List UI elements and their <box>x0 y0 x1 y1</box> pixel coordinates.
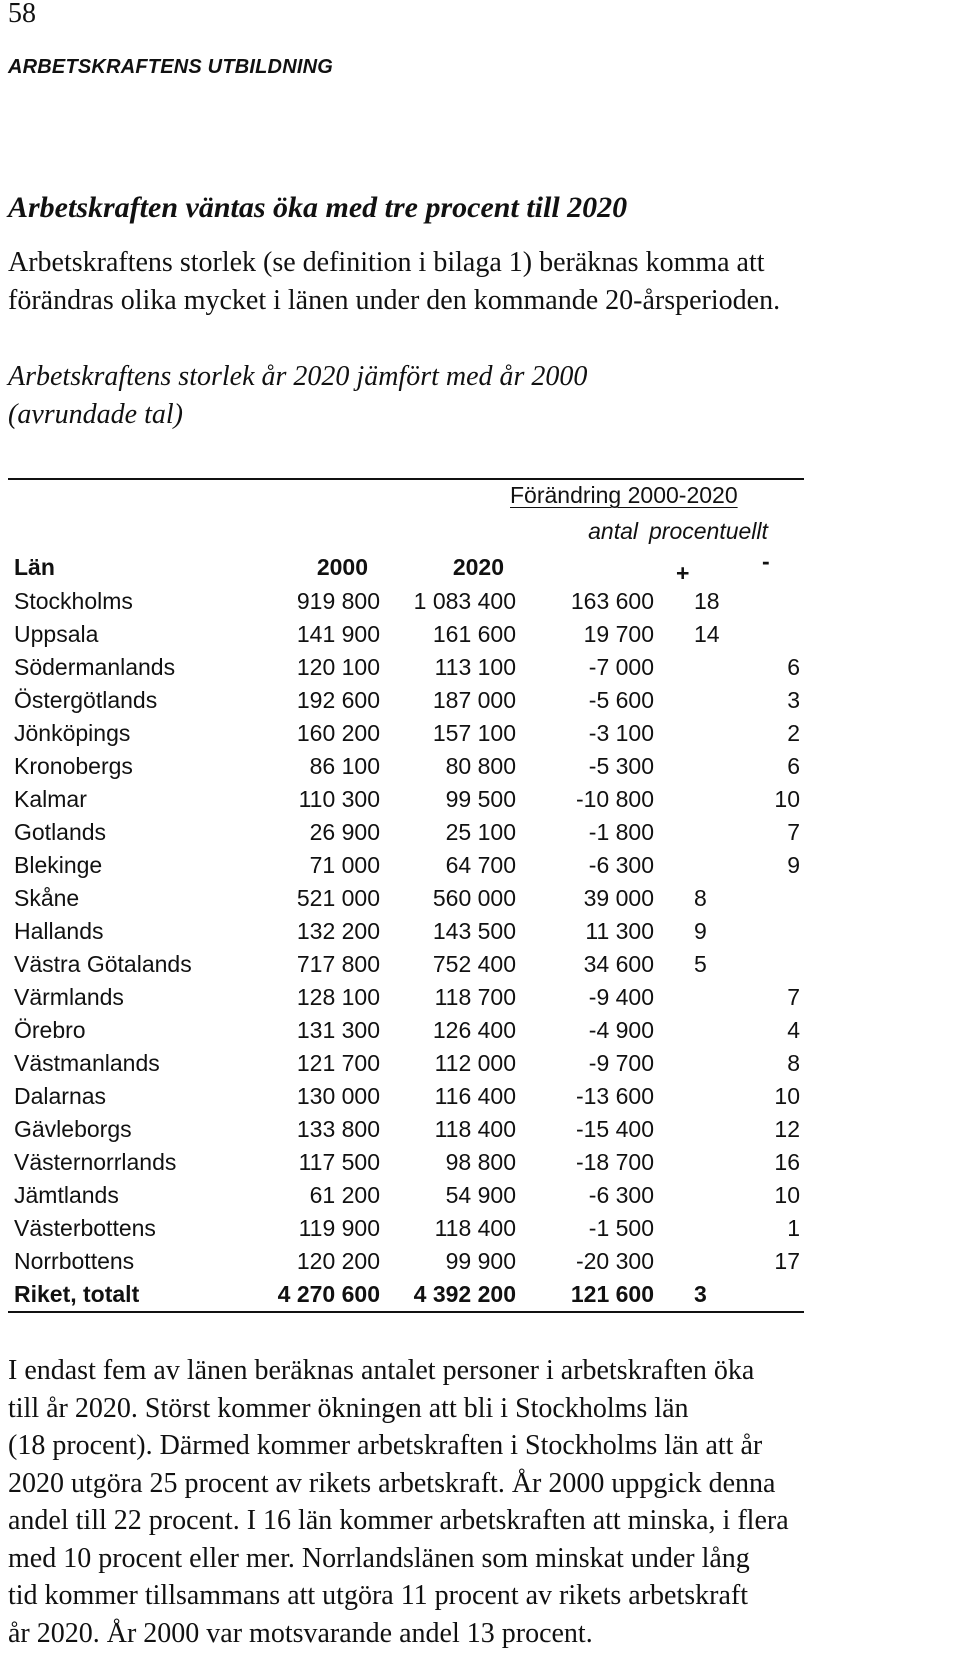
cell-lan: Värmlands <box>14 984 124 1010</box>
cell-2020: 112 000 <box>434 1050 516 1076</box>
table-row <box>14 984 804 1017</box>
cell-lan: Kronobergs <box>14 753 133 779</box>
cell-lan: Jönköpings <box>14 720 131 746</box>
cell-antal: -5 600 <box>588 687 654 713</box>
cell-2000: 130 000 <box>296 1083 380 1109</box>
cell-antal: 121 600 <box>570 1281 654 1307</box>
subheader-antal: antal <box>588 518 638 544</box>
table-row <box>14 1050 804 1083</box>
cell-2000: 119 900 <box>298 1215 380 1241</box>
cell-lan: Gotlands <box>14 819 107 845</box>
column-header-lan: Län <box>14 554 55 580</box>
table-row <box>14 1215 804 1248</box>
cell-2020: 116 400 <box>434 1083 516 1109</box>
cell-2020: 98 800 <box>445 1149 516 1175</box>
cell-antal: -9 400 <box>588 984 654 1010</box>
cell-antal: -10 800 <box>575 786 654 812</box>
column-header-plus: + <box>676 560 690 586</box>
cell-2020: 99 500 <box>445 786 516 812</box>
cell-2000: 192 600 <box>296 687 380 713</box>
cell-lan: Dalarnas <box>14 1083 107 1109</box>
cell-antal: 39 000 <box>583 885 654 911</box>
body-line: 2020 utgöra 25 procent av rikets arbetskraft. År 2000 uppgick denna <box>8 1467 776 1499</box>
cell-antal: 11 300 <box>585 918 654 944</box>
cell-2000: 117 500 <box>298 1149 380 1175</box>
cell-2020: 25 100 <box>445 819 516 845</box>
cell-percent-minus: 2 <box>787 720 800 746</box>
table-row <box>14 588 804 621</box>
cell-lan: Örebro <box>14 1017 86 1043</box>
cell-2020: 157 100 <box>432 720 516 746</box>
cell-lan: Jämtlands <box>14 1182 119 1208</box>
cell-antal: -5 300 <box>588 753 654 779</box>
column-header-2000: 2000 <box>316 554 368 580</box>
body-line: (18 procent). Därmed kommer arbetskraften i Stockholms län att år <box>8 1430 763 1461</box>
table-caption-line: (avrundade tal) <box>8 399 183 430</box>
cell-lan: Gävleborgs <box>14 1116 132 1142</box>
table-caption-line: Arbetskraftens storlek år 2020 jämfört med år 2000 <box>8 361 588 392</box>
data-table <box>14 588 804 1314</box>
page-number: 58 <box>8 0 36 29</box>
cell-percent-minus: 4 <box>787 1017 800 1043</box>
subheader-procentuellt: procentuellt <box>649 518 768 544</box>
cell-2000: 132 200 <box>296 918 380 944</box>
cell-percent-minus: 3 <box>787 687 800 713</box>
cell-percent-plus: 5 <box>694 951 707 977</box>
table-row <box>14 621 804 654</box>
cell-2020: 113 100 <box>434 654 516 680</box>
cell-2000: 86 100 <box>309 753 380 779</box>
table-caption <box>8 358 908 434</box>
cell-lan: Riket, totalt <box>14 1281 140 1307</box>
cell-antal: -1 800 <box>588 819 654 845</box>
cell-2020: 4 392 200 <box>413 1281 516 1307</box>
cell-percent-minus: 10 <box>774 1182 800 1208</box>
cell-2020: 161 600 <box>432 621 516 647</box>
cell-percent-plus: 3 <box>694 1281 707 1307</box>
cell-percent-minus: 12 <box>774 1116 800 1142</box>
cell-percent-plus: 18 <box>694 588 720 614</box>
cell-percent-minus: 16 <box>774 1149 800 1175</box>
cell-antal: -4 900 <box>588 1017 654 1043</box>
intro-paragraph <box>8 244 948 320</box>
cell-percent-minus: 9 <box>787 852 800 878</box>
cell-lan: Hallands <box>14 918 104 944</box>
cell-antal: -18 700 <box>575 1149 654 1175</box>
column-header-minus: - <box>762 548 770 574</box>
cell-percent-minus: 17 <box>774 1248 800 1274</box>
cell-percent-minus: 1 <box>787 1215 800 1241</box>
cell-antal: -1 500 <box>588 1215 654 1241</box>
table-row <box>14 786 804 819</box>
cell-2020: 118 400 <box>434 1215 516 1241</box>
table-row <box>14 753 804 786</box>
cell-percent-minus: 10 <box>774 1083 800 1109</box>
intro-line: förändras olika mycket i länen under den kommande 20-årsperioden. <box>8 285 781 316</box>
cell-antal: -15 400 <box>575 1116 654 1142</box>
cell-2020: 64 700 <box>445 852 516 878</box>
body-line: år 2020. År 2000 var motsvarande andel 13 procent. <box>8 1617 593 1649</box>
cell-percent-plus: 8 <box>694 885 707 911</box>
cell-2020: 187 000 <box>432 687 516 713</box>
cell-percent-minus: 6 <box>787 753 800 779</box>
cell-2020: 118 700 <box>434 984 516 1010</box>
cell-lan: Västmanlands <box>14 1050 160 1076</box>
cell-lan: Kalmar <box>14 786 87 812</box>
cell-2000: 160 200 <box>296 720 380 746</box>
table-row <box>14 1182 804 1215</box>
cell-lan: Östergötlands <box>14 687 158 713</box>
cell-percent-plus: 14 <box>694 621 720 647</box>
cell-lan: Västra Götalands <box>14 951 192 977</box>
table-row <box>14 819 804 852</box>
table-row <box>14 852 804 885</box>
cell-2000: 133 800 <box>296 1116 380 1142</box>
table-row <box>14 687 804 720</box>
body-line: tid kommer tillsammans att utgöra 11 procent av rikets arbetskraft <box>8 1580 748 1611</box>
table-row <box>14 1116 804 1149</box>
table-row <box>14 1083 804 1116</box>
cell-2000: 919 800 <box>296 588 380 614</box>
cell-2000: 110 300 <box>298 786 380 812</box>
cell-percent-minus: 6 <box>787 654 800 680</box>
cell-percent-plus: 9 <box>694 918 707 944</box>
cell-antal: -6 300 <box>588 1182 654 1208</box>
cell-antal: -3 100 <box>588 720 654 746</box>
cell-lan: Västerbottens <box>14 1215 156 1241</box>
table-bottom-rule <box>8 1311 804 1313</box>
cell-lan: Uppsala <box>14 621 99 647</box>
cell-lan: Västernorrlands <box>14 1149 177 1175</box>
cell-2000: 120 100 <box>296 654 380 680</box>
table-total-row <box>14 1281 804 1314</box>
cell-antal: -7 000 <box>588 654 654 680</box>
cell-2000: 717 800 <box>296 951 380 977</box>
cell-antal: -6 300 <box>588 852 654 878</box>
cell-lan: Norrbottens <box>14 1248 135 1274</box>
cell-2000: 120 200 <box>296 1248 380 1274</box>
cell-2020: 118 400 <box>434 1116 516 1142</box>
cell-antal: 163 600 <box>570 588 654 614</box>
cell-2020: 99 900 <box>445 1248 516 1274</box>
table-top-rule <box>8 478 804 480</box>
cell-percent-minus: 8 <box>787 1050 800 1076</box>
intro-line: Arbetskraftens storlek (se definition i bilaga 1) beräknas komma att <box>8 247 765 278</box>
cell-2000: 71 000 <box>309 852 380 878</box>
cell-2000: 61 200 <box>309 1182 380 1208</box>
table-row <box>14 951 804 984</box>
cell-antal: -9 700 <box>588 1050 654 1076</box>
cell-percent-minus: 7 <box>787 819 800 845</box>
body-paragraph <box>8 1352 953 1652</box>
cell-lan: Södermanlands <box>14 654 176 680</box>
table-row <box>14 654 804 687</box>
cell-2000: 131 300 <box>296 1017 380 1043</box>
cell-2000: 121 700 <box>296 1050 380 1076</box>
cell-antal: 19 700 <box>583 621 654 647</box>
cell-2020: 54 900 <box>445 1182 516 1208</box>
change-header: Förändring 2000-2020 <box>510 482 738 508</box>
running-header: ARBETSKRAFTENS UTBILDNING <box>8 56 333 78</box>
cell-2020: 126 400 <box>432 1017 516 1043</box>
cell-2000: 128 100 <box>296 984 380 1010</box>
table-row <box>14 720 804 753</box>
cell-antal: 34 600 <box>583 951 654 977</box>
cell-percent-minus: 10 <box>774 786 800 812</box>
cell-2020: 1 083 400 <box>413 588 516 614</box>
body-line: med 10 procent eller mer. Norrlandslänen som minskat under lång <box>8 1542 750 1574</box>
cell-2000: 26 900 <box>309 819 380 845</box>
table-row <box>14 1248 804 1281</box>
body-line: andel till 22 procent. I 16 län kommer arbetskraften att minska, i flera <box>8 1505 789 1536</box>
body-line: till år 2020. Störst kommer ökningen att bli i Stockholms län <box>8 1392 689 1424</box>
cell-lan: Skåne <box>14 885 80 911</box>
cell-2020: 560 000 <box>432 885 516 911</box>
cell-2020: 752 400 <box>432 951 516 977</box>
table-row <box>14 885 804 918</box>
section-heading: Arbetskraften väntas öka med tre procent till 2020 <box>8 191 628 224</box>
column-header-2020: 2020 <box>452 554 504 580</box>
table-row <box>14 1149 804 1182</box>
cell-antal: -20 300 <box>575 1248 654 1274</box>
cell-2020: 143 500 <box>432 918 516 944</box>
cell-percent-minus: 7 <box>787 984 800 1010</box>
table-row <box>14 918 804 951</box>
table-row <box>14 1017 804 1050</box>
cell-2020: 80 800 <box>445 753 516 779</box>
cell-2000: 141 900 <box>296 621 380 647</box>
body-line: I endast fem av länen beräknas antalet personer i arbetskraften öka <box>8 1355 755 1386</box>
cell-lan: Stockholms <box>14 588 133 614</box>
cell-lan: Blekinge <box>14 852 103 878</box>
cell-antal: -13 600 <box>575 1083 654 1109</box>
cell-2000: 4 270 600 <box>277 1281 380 1307</box>
cell-2000: 521 000 <box>296 885 380 911</box>
